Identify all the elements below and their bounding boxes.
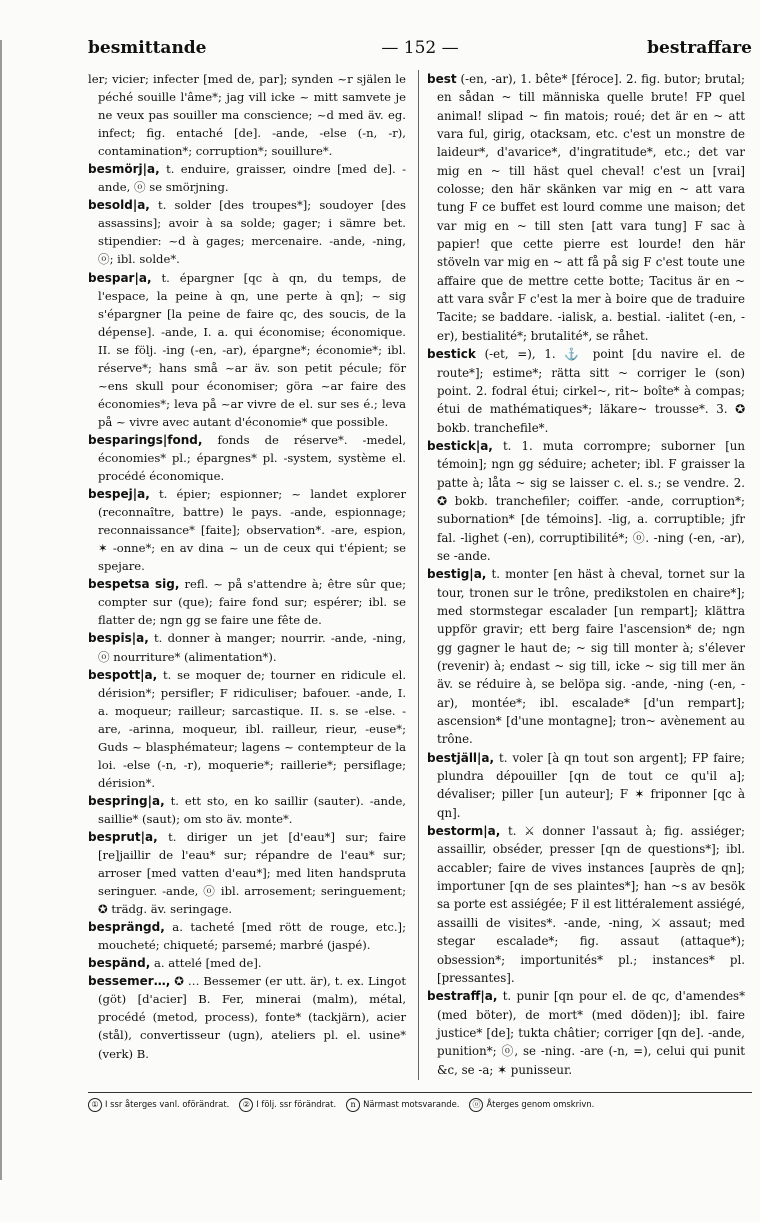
entry-definition: t. se moquer de; tourner en ridicule el. dérision*; persifler; F ridiculiser; bafouer. -ande, I. a. moqueur; railleur; sarcastique. II. s. se -else. -are, -arinna, moqueur, ibl. railleur, rieur, -euse*; Guds ~ blasphémateur; lagens ~ contempteur de la loi. -else (-n, -r), moquerie*; raillerie*; persiflage; dérision*. [98,667,407,790]
dictionary-entry [427,437,745,565]
dictionary-entry [88,70,406,160]
entry-headword: besmörj|a, [88,162,160,177]
entry-headword: besprängd, [88,920,165,935]
entry-headword: bestjäll|a, [427,750,495,765]
footnote-item [346,1097,459,1112]
dictionary-entry [427,70,745,345]
left-running-headword: besmittande [88,38,207,58]
footnote-item [239,1097,336,1112]
entry-headword: besprut|a, [88,829,158,844]
dictionary-entry [88,575,406,629]
dictionary-entry [88,196,406,268]
dictionary-entry [88,629,406,665]
page-header [88,38,752,62]
entry-definition: (-et, =), 1. ⚓ point [du navire el. de route*]; estime*; rätta sitt ~ corriger le (son) point. 2. fodral étui; cirkel~, rit~ boîte* à compas; étui de mathématiques*; läkare~ trousse*. 3. ✪ bokb. tranchefile*. [437,347,746,435]
entry-definition: t. épargner [qc à qn, du temps, de l'espace, la peine à qn, une perte à qn]; ~ sig s'épargner [la peine de faire qc, des soucis, de la dépense]. -ande, I. a. qui économise; économique. II. se följ. -ing (-en, -ar), épargne*; économie*; ibl. réserve*; hans små ~ar äv. son petit pécule; för ~ens skull pour économiser; göra ~ar faire des économies*; leva på ~ar vivre de el. sur ses é.; leva på ~ vivre avec autant d'économie* que possible. [98,270,406,429]
entry-definition: ✪ … Bessemer (er utt. är), t. ex. Lingot (göt) [d'acier] B. Fer, minerai (malm), métal, procédé (metod, process), fonte* (tackjärn), acier (stål), convertisseur (ugn), ateliers pl. el. usine* (verk) B. [98,974,406,1061]
entry-headword: bespetsa sig, [88,577,180,592]
footnote-symbol: n [346,1098,360,1112]
dictionary-entry [88,431,406,485]
right-column [427,70,745,1079]
dictionary-entry [88,269,406,431]
entry-definition: fonds de réserve*. -medel, économies* pl.; épargnes* pl. -system, système el. procédé économique. [98,432,407,484]
entry-definition: t. épier; espionner; ~ landet explorer (reconnaître, battre) le pays. -ande, espionnage; reconnaissance* [faite]; observation*. -are, espion, ✶ -onne*; en av dina ~ un de ceux qui t'épient; se spejare. [98,487,407,574]
footnote-symbol: ⓞ [469,1098,483,1112]
entry-headword: bestick|a, [427,438,493,453]
footnote-text: Återges genom omskrivn. [486,1099,595,1109]
entry-definition: t. enduire, graisser, oindre [med de]. -ande, ⓞ se smörjning. [98,162,406,195]
footnote-item [469,1097,594,1112]
entry-headword: besparings|fond, [88,432,203,447]
column-divider [418,70,419,1080]
entry-definition: a. attelé [med de]. [153,956,262,971]
entry-headword: bessemer…, [88,974,171,989]
page-number: — 152 — [381,38,459,58]
entry-definition: t. donner à manger; nourrir. -ande, -ning, ⓞ nourriture* (alimentation*). [98,631,407,664]
entry-headword: bestick [427,347,476,362]
entry-definition: (-en, -ar), 1. bête* [féroce]. 2. fig. butor; brutal; en sådan ~ till människa quelle brute! FP quel animal! slipad ~ fin matois; roué; det är en ~ att vara ful, girig, otacksam, etc. c'est un monstre de laideur*, d'avarice*, d'ingratitude*, etc.; det var mig en ~ till häst quel cheval! c'est un [vrai] colosse; den här skänken var mig en ~ att vara tung F ce buffet est lourd comme une maison; det var mig en ~ till sten [att vara tung] F sac à papier! que cette pierre est lourde! den här stöveln var mig en ~ att få på sig F c'est toute une affaire que de mettre cette botte; Tacitus är en ~ att vara svår F c'est la mer à boire que de traduire Tacite; se baddare. -ialisk, a. bestial. -ialitet (-en, -er), bestialité*; brutalité*, se råhet. [437,72,746,343]
entry-definition: t. ⚔ donner l'assaut à; fig. assiéger; assaillir, obséder, presser [qn de questions*]; ibl. accabler; faire de vives instances [auprès de qn]; importuner [qn de ses plaintes*]; han ~s av besök sa porte est assiégée; F il est littéralement assiégé, assailli de visites*. -ande, -ning, ⚔ assaut; med stegar escalade*; fig. assaut (attaque*); obsession*; importunités* pl.; instances* pl. [pressantes]. [437,824,746,985]
scan-margin-mark [0,40,2,1180]
dictionary-entry [427,345,745,437]
dictionary-entry [88,954,406,972]
left-column [88,70,406,1063]
dictionary-entry [88,918,406,954]
dictionary-entry [88,972,406,1062]
dictionary-entry [88,792,406,828]
dictionary-entry [88,666,406,792]
entry-headword: bespott|a, [88,667,158,682]
entry-headword: best [427,72,457,86]
dictionary-entry [427,565,745,748]
dictionary-entry [88,485,406,575]
footnote-symbol: ② [239,1098,253,1112]
entry-definition: refl. ~ på s'attendre à; être sûr que; compter sur (que); faire fond sur; espérer; ibl. se flatter de; ngn gg se faire une fête de. [98,577,406,628]
entry-headword: bespej|a, [88,487,150,502]
entry-headword: bespänd, [88,956,151,971]
dictionary-entry [427,822,745,987]
dictionary-entry [427,749,745,822]
entry-definition: a. tacheté [med rött de rouge, etc.]; moucheté; chiqueté; parsemé; marbré (jaspé). [98,920,406,953]
entry-headword: bespis|a, [88,631,149,646]
footnote-item [88,1097,229,1112]
dictionary-entry [88,828,406,918]
footnote-symbol: ① [88,1098,102,1112]
entry-headword: bestorm|a, [427,824,501,839]
footnote-text: Närmast motsvarande. [363,1099,460,1109]
entry-definition: t. punir [qn pour el. de qc, d'amendes* (med böter), de mort* (med döden)]; ibl. faire justice* [de]; tukta châtier; corriger [qn de]. -ande, punition*; ⓞ, se -ning. -are (-n, =), celui qui punit &c, se -a; ✶ punisseur. [437,989,745,1077]
entry-definition: t. monter [en häst à cheval, tornet sur la tour, tronen sur le trône, predikstolen en chaire*]; med stormstegar escalader [un rempart]; klättra uppför gravir; ett berg faire l'ascension* de; ngn gg gagner le haut de; ~ sig till monter à; s'élever (revenir) à; endast ~ sig till, icke ~ sig till mer än äv. se réduire à, se belöpa sig. -ande, -ning (-en, -ar), montée*; ibl. escalade* [d'un rempart]; ascension* [d'une montagne]; tron~ avènement au trône. [437,567,745,747]
entry-headword: bespar|a, [88,270,152,285]
footer-rule [88,1092,752,1093]
entry-headword: bestig|a, [427,567,487,582]
footnote-text: I ssr återges vanl. oförändrat. [105,1099,230,1109]
entry-definition: t. ett sto, en ko saillir (sauter). -ande, saillie* (saut); om sto äv. monte*. [98,793,406,826]
entry-definition: t. solder [des troupes*]; soudoyer [des assassins]; avoir à sa solde; gager; i sämre bet. stipendier: ~d à gages; mercenaire. -ande, -ning, ⓞ; ibl. solde*. [98,198,407,267]
entry-headword: besold|a, [88,198,150,213]
entry-definition: t. voler [à qn tout son argent]; FP faire; plundra dépouiller [qn de tout ce qu'il a]; dévaliser; piller [un auteur]; F ✶ friponner [qc à qn]. [437,750,745,820]
dictionary-entry [427,987,745,1079]
entry-definition: ler; vicier; infecter [med de, par]; synden ~r själen le péché souille l'âme*; jag vill icke ~ mitt samvete je ne veux pas souiller ma conscience; ~d med äv. eg. infect; fig. entaché [de]. -ande, -else (-n, -r), contamination*; corruption*; souillure*. [88,72,406,159]
entry-definition: t. diriger un jet [d'eau*] sur; faire [re]jaillir de l'eau* sur; répandre de l'eau* sur; arroser [med vatten d'eau*]; med liten handspruta seringuer. -ande, ⓞ ibl. arrosement; seringuement; ✪ trädg. äv. seringage. [98,829,406,917]
right-running-headword: bestraffare [647,38,752,58]
entry-definition: t. 1. muta corrompre; suborner [un témoin]; ngn gg séduire; acheter; ibl. F graisser la patte à; låta ~ sig se laisser c. el. s.; se vendre. 2. ✪ bokb. tranchefiler; coiffer. -ande, corruption*; subornation* [de témoins]. -lig, a. corruptible; jfr fal. -lighet (-en), corruptibilité*; ⓞ. -ning (-en, -ar), se -ande. [437,438,746,563]
entry-headword: bespring|a, [88,793,165,808]
footnote-text: I följ. ssr förändrat. [256,1099,337,1109]
entry-headword: bestraff|a, [427,989,498,1004]
footnote-legend [88,1097,756,1112]
dictionary-entry [88,160,406,196]
